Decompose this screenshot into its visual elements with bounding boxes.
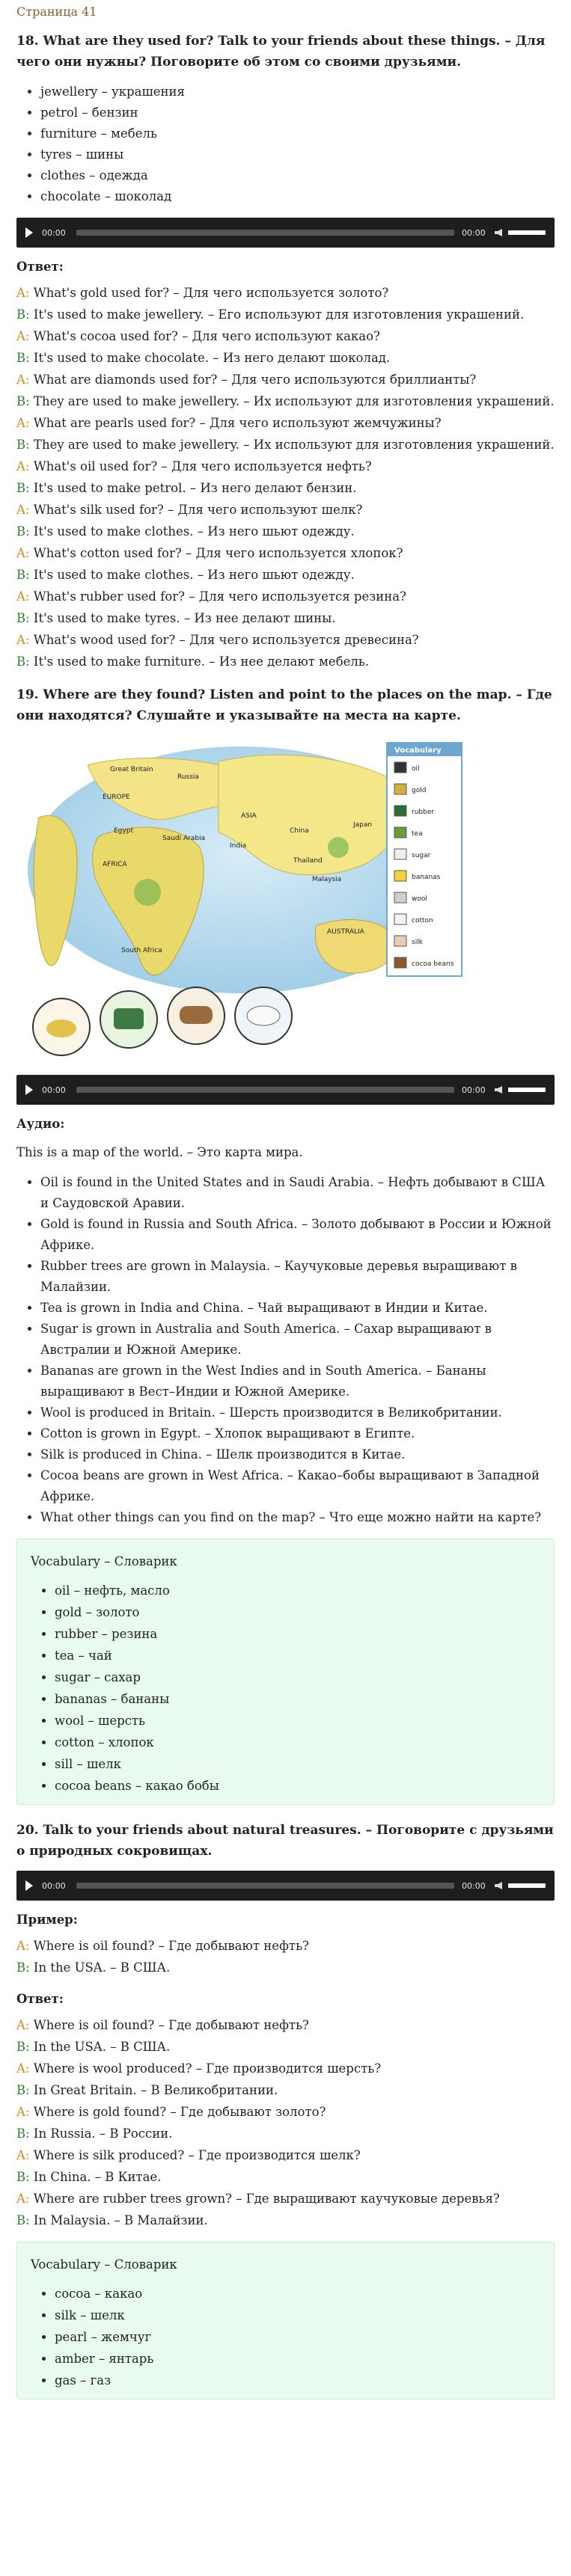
legend-label: bananas	[412, 874, 441, 881]
answer-label: Ответ:	[16, 1992, 64, 2006]
map-label: Japan	[353, 821, 373, 829]
speaker-label: B:	[16, 438, 30, 452]
dialog-line	[16, 390, 555, 412]
legend-swatch-icon	[394, 849, 406, 859]
play-icon[interactable]	[25, 1880, 33, 1891]
dialog-text: Where is oil found? – Где добывают нефть?	[29, 2018, 309, 2032]
list-item: • sill – шелк	[55, 1753, 540, 1775]
vocab-box-19	[16, 1539, 555, 1805]
list-item: • Oil is found in the United States and in Saudi Arabia. – Нефть добывают в США и Саудовской Аравии.	[40, 1172, 555, 1214]
dialog-line	[16, 2058, 555, 2079]
dialog-line	[16, 542, 555, 564]
list-item: • sugar – сахар	[55, 1666, 540, 1688]
speaker-label: A:	[16, 2105, 30, 2119]
dialog-line	[16, 521, 555, 542]
legend-swatch-icon	[394, 914, 406, 924]
dialog-text: It's used to make furniture. – Из нее делают мебель.	[29, 654, 370, 669]
dialog-line	[16, 2166, 555, 2188]
audio-label: Аудио:	[16, 1117, 65, 1131]
task-18-list	[16, 82, 555, 207]
dialog-line	[16, 456, 555, 477]
list-item: • Tea is grown in India and China. – Чай выращивают в Индии и Китае.	[40, 1298, 555, 1319]
list-item: • silk – шелк	[55, 2304, 540, 2326]
play-icon[interactable]	[25, 1085, 33, 1095]
speaker-label: B:	[16, 481, 30, 495]
dialog-text: What's gold used for? – Для чего используется золото?	[29, 286, 389, 300]
speaker-label: A:	[16, 2018, 30, 2032]
legend-label: silk	[412, 939, 423, 946]
list-item: • pearl – жемчуг	[55, 2326, 540, 2348]
map-vocab-title: Vocabulary	[394, 746, 442, 755]
legend-label: sugar	[412, 852, 431, 859]
legend-swatch-icon	[394, 957, 406, 968]
legend-label: cotton	[412, 917, 433, 924]
dialog-text: In Malaysia. – В Малайзии.	[29, 2213, 208, 2227]
current-time: 00:00	[42, 1880, 66, 1891]
world-map-illustration	[16, 735, 465, 1064]
list-item: • furniture – мебель	[40, 123, 555, 144]
dialog-text: In Russia. – В России.	[29, 2126, 173, 2141]
play-icon[interactable]	[25, 227, 33, 238]
volume-icon[interactable]	[495, 1882, 502, 1889]
page-label: Страница 41	[16, 4, 97, 19]
list-item: • bananas – бананы	[55, 1688, 540, 1710]
list-item: • cocoa – какао	[55, 2283, 540, 2304]
list-item: • chocolate – шоколад	[40, 186, 555, 207]
legend-swatch-icon	[394, 806, 406, 816]
speaker-label: B:	[16, 2170, 30, 2184]
vocab-list	[31, 1580, 540, 1797]
map-label: AUSTRALIA	[327, 928, 364, 936]
list-item: • Bananas are grown in the West Indies and in South America. – Бананы выращивают в Вест–Индии и Южной Америке.	[40, 1361, 555, 1402]
dialog-text: What's silk used for? – Для чего используют шелк?	[29, 503, 363, 517]
map-label: EUROPE	[103, 794, 130, 801]
dialog-text: Where are rubber trees grown? – Где выращивают каучуковые деревья?	[29, 2192, 500, 2206]
dialog-text: What's cotton used for? – Для чего используется хлопок?	[29, 546, 403, 560]
vocab-title: Vocabulary – Словарик	[31, 2257, 177, 2272]
list-item: • rubber – резина	[55, 1623, 540, 1645]
vocab-list	[31, 2283, 540, 2391]
dialog-text: It's used to make tyres. – Из нее делают шины.	[29, 611, 336, 625]
speaker-label: B:	[16, 307, 30, 322]
audio-player-18	[16, 218, 555, 248]
legend-swatch-icon	[394, 762, 406, 773]
dialog-line	[16, 651, 555, 672]
dialog-line	[16, 2079, 555, 2101]
speaker-label: A:	[16, 459, 30, 473]
dialog-line	[16, 2188, 555, 2209]
dialog-text: It's used to make clothes. – Из него шьют одежду.	[29, 524, 355, 539]
dialog-line	[16, 1935, 555, 1957]
map-label: South Africa	[121, 947, 162, 954]
map-label: Malaysia	[312, 876, 342, 883]
dialog-text: It's used to make clothes. – Из него шьют одежду.	[29, 568, 355, 582]
map-label: AFRICA	[103, 861, 127, 868]
speaker-label: B:	[16, 654, 30, 669]
legend-swatch-icon	[394, 936, 406, 946]
legend-label: tea	[412, 830, 423, 838]
volume-slider[interactable]	[508, 1088, 546, 1092]
dialog-line	[16, 2144, 555, 2166]
example-label: Пример:	[16, 1913, 78, 1927]
dialog-text: It's used to make jewellery. – Его используют для изготовления украшений.	[29, 307, 525, 322]
volume-slider[interactable]	[508, 1883, 546, 1888]
speaker-label: A:	[16, 286, 30, 300]
dialog-text: What's rubber used for? – Для чего используется резина?	[29, 589, 406, 604]
duration: 00:00	[462, 1880, 486, 1891]
dialog-text: They are used to make jewellery. – Их используют для изготовления украшений.	[29, 394, 555, 408]
speaker-label: A:	[16, 2148, 30, 2162]
map-label: Saudi Arabia	[162, 835, 206, 842]
progress-track[interactable]	[76, 1087, 454, 1093]
legend-label: gold	[412, 787, 427, 794]
current-time: 00:00	[42, 1085, 66, 1095]
dialog-line	[16, 586, 555, 607]
map-label: Egypt	[114, 827, 133, 835]
list-item: • Sugar is grown in Australia and South America. – Сахар выращивают в Австралии и Южной Америке.	[40, 1319, 555, 1361]
dialog-text: Where is silk produced? – Где производится шелк?	[29, 2148, 361, 2162]
task-20-example	[16, 1935, 555, 1978]
dialog-text: Where is oil found? – Где добывают нефть?	[29, 1939, 309, 1953]
speaker-label: A:	[16, 1939, 30, 1953]
speaker-label: B:	[16, 524, 30, 539]
map-label: Great Britain	[110, 766, 153, 773]
map-label: China	[290, 827, 309, 835]
list-item: • tea – чай	[55, 1645, 540, 1666]
dialog-text: What are diamonds used for? – Для чего используются бриллианты?	[29, 372, 477, 387]
map-label: Russia	[177, 773, 199, 781]
dialog-line	[16, 2209, 555, 2231]
dialog-line	[16, 412, 555, 434]
list-item: • tyres – шины	[40, 144, 555, 165]
legend-label: cocoa beans	[412, 960, 454, 968]
list-item: • gas – газ	[55, 2370, 540, 2391]
dialog-line	[16, 477, 555, 499]
dialog-text: It's used to make chocolate. – Из него делают шоколад.	[29, 351, 391, 365]
speaker-label: B:	[16, 611, 30, 625]
list-item: • petrol – бензин	[40, 102, 555, 123]
list-item: • gold – золото	[55, 1601, 540, 1623]
vocab-box-20	[16, 2242, 555, 2399]
legend-label: rubber	[412, 809, 435, 816]
audio-player-19	[16, 1075, 555, 1105]
dialog-line	[16, 304, 555, 325]
dialog-line	[16, 2101, 555, 2123]
map-label: India	[230, 842, 247, 850]
dialog-text: In Great Britain. – В Великобритании.	[29, 2083, 278, 2097]
list-item: • Silk is produced in China. – Шелк производится в Китае.	[40, 1444, 555, 1465]
dialog-text: In the USA. – В США.	[29, 2040, 171, 2054]
list-item: • jewellery – украшения	[40, 82, 555, 102]
dialog-line	[16, 325, 555, 347]
dialog-line	[16, 499, 555, 521]
vocab-title: Vocabulary – Словарик	[31, 1554, 177, 1568]
dialog-line	[16, 2014, 555, 2036]
list-item: • What other things can you find on the map? – Что еще можно найти на карте?	[40, 1507, 555, 1528]
task-20-title: 20. Talk to your friends about natural treasures. – Поговорите с друзьями о природных сокровищах.	[16, 1823, 554, 1859]
dialog-line	[16, 282, 555, 304]
dialog-line	[16, 2123, 555, 2144]
speaker-label: A:	[16, 329, 30, 343]
dialog-line	[16, 607, 555, 629]
task-19-list	[16, 1172, 555, 1528]
speaker-label: A:	[16, 589, 30, 604]
dialog-line	[16, 564, 555, 586]
legend-label: oil	[412, 765, 420, 773]
rubber-sheet-icon	[114, 1008, 144, 1029]
speaker-label: A:	[16, 2061, 30, 2076]
audio-player-20	[16, 1871, 555, 1901]
task-18-dialog	[16, 282, 555, 672]
speaker-label: B:	[16, 2083, 30, 2097]
dialog-text: It's used to make petrol. – Из него делают бензин.	[29, 481, 357, 495]
green-area	[328, 837, 349, 858]
intro-text: This is a map of the world. – Это карта мира.	[16, 1145, 303, 1159]
list-item: • Wool is produced in Britain. – Шерсть производится в Великобритании.	[40, 1402, 555, 1423]
legend-swatch-icon	[394, 827, 406, 838]
dialog-text: What's cocoa used for? – Для чего используют какао?	[29, 329, 380, 343]
speaker-label: A:	[16, 503, 30, 517]
speaker-label: B:	[16, 1960, 30, 1975]
volume-slider[interactable]	[508, 230, 546, 235]
dialog-text: What are pearls used for? – Для чего используют жемчужины?	[29, 416, 442, 430]
task-19-title: 19. Where are they found? Listen and point to the places on the map. – Где они находятся? Слушайте и указывайте на места на карте.	[16, 687, 552, 723]
speaker-label: A:	[16, 633, 30, 647]
task-20-dialog	[16, 2014, 555, 2231]
list-item: • Cotton is grown in Egypt. – Хлопок выращивают в Египте.	[40, 1423, 555, 1444]
list-item: • Gold is found in Russia and South Africa. – Золото добывают в России и Южной Африке.	[40, 1214, 555, 1256]
list-item: • Cocoa beans are grown in West Africa. – Какао–бобы выращивают в Западной Африке.	[40, 1465, 555, 1507]
current-time: 00:00	[42, 227, 66, 238]
speaker-label: A:	[16, 2192, 30, 2206]
list-item: • amber – янтарь	[55, 2348, 540, 2370]
speaker-label: B:	[16, 351, 30, 365]
world-map	[16, 735, 555, 1067]
speaker-label: A:	[16, 372, 30, 387]
dialog-line	[16, 347, 555, 369]
list-item: • wool – шерсть	[55, 1710, 540, 1732]
legend-swatch-icon	[394, 784, 406, 794]
progress-track[interactable]	[76, 230, 454, 236]
log-icon	[180, 1006, 213, 1024]
dialog-text: Where is gold found? – Где добывают золото?	[29, 2105, 326, 2119]
dialog-line	[16, 2036, 555, 2058]
dialog-text: What's wood used for? – Для чего используется древесина?	[29, 633, 419, 647]
list-item: • cocoa beans – какао бобы	[55, 1775, 540, 1797]
green-area	[134, 879, 161, 906]
gold-nugget-icon	[46, 1019, 76, 1037]
duration: 00:00	[462, 1085, 486, 1095]
speaker-label: B:	[16, 568, 30, 582]
speaker-label: A:	[16, 546, 30, 560]
list-item: • Rubber trees are grown in Malaysia. – Каучуковые деревья выращивают в Малайзии.	[40, 1256, 555, 1298]
legend-swatch-icon	[394, 892, 406, 903]
dialog-line	[16, 434, 555, 456]
dialog-line	[16, 369, 555, 390]
duration: 00:00	[462, 227, 486, 238]
list-item: • clothes – одежда	[40, 165, 555, 186]
dialog-text: In the USA. – В США.	[29, 1960, 171, 1975]
speaker-label: B:	[16, 2040, 30, 2054]
progress-track[interactable]	[76, 1883, 454, 1889]
legend-label: wool	[412, 895, 427, 903]
speaker-label: A:	[16, 416, 30, 430]
list-item: • cotton – хлопок	[55, 1732, 540, 1753]
legend-swatch-icon	[394, 871, 406, 881]
dialog-text: What's oil used for? – Для чего используется нефть?	[29, 459, 372, 473]
volume-icon[interactable]	[495, 1086, 502, 1094]
speaker-label: B:	[16, 2213, 30, 2227]
task-18-title: 18. What are they used for? Talk to your friends about these things. – Для чего они нужны? Поговорите об этом со своими друзьями.	[16, 34, 546, 70]
sheep-icon	[247, 1006, 280, 1025]
dialog-text: Where is wool produced? – Где производится шерсть?	[29, 2061, 382, 2076]
map-label: Thailand	[293, 857, 323, 865]
dialog-line	[16, 1957, 555, 1978]
speaker-label: B:	[16, 2126, 30, 2141]
volume-icon[interactable]	[495, 229, 502, 236]
dialog-line	[16, 629, 555, 651]
map-label: ASIA	[241, 812, 257, 820]
speaker-label: B:	[16, 394, 30, 408]
dialog-text: In China. – В Китае.	[29, 2170, 162, 2184]
answer-label: Ответ:	[16, 260, 64, 274]
dialog-text: They are used to make jewellery. – Их используют для изготовления украшений.	[29, 438, 555, 452]
list-item: • oil – нефть, масло	[55, 1580, 540, 1601]
